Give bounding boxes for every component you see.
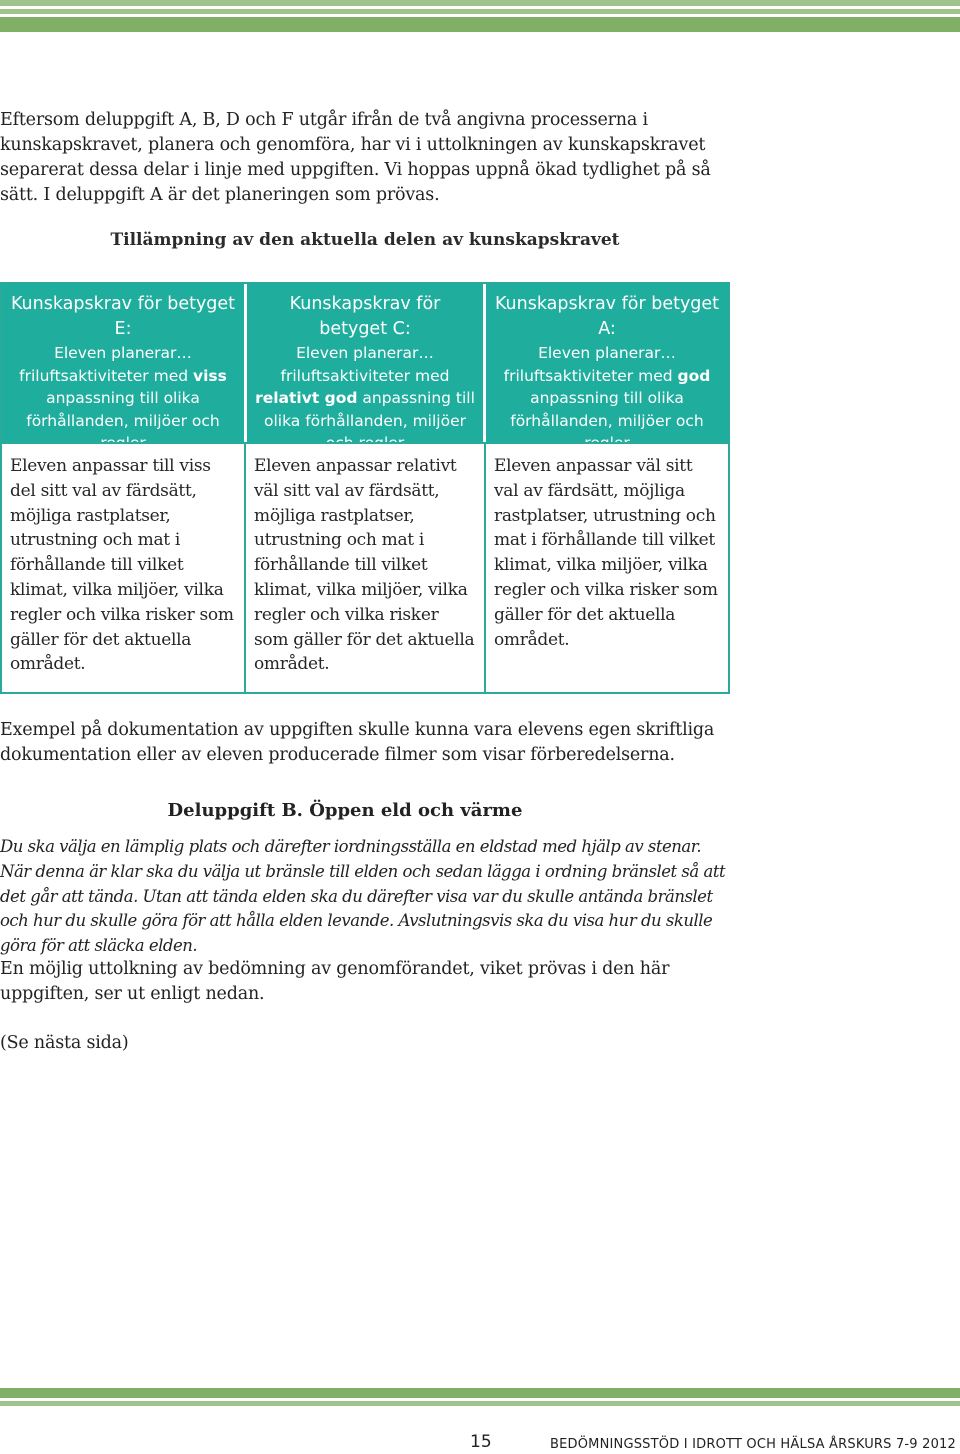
grade-c-heading: Kunskapskrav för betyget C: bbox=[289, 294, 441, 339]
next-page-note: (Se nästa sida) bbox=[0, 1033, 129, 1053]
grade-c-criteria: Eleven planerar…friluftsaktiviteter med relativt god anpassning till olika förhållanden, miljöer och regler bbox=[255, 344, 475, 452]
grade-c-emphasis: relativt god bbox=[255, 389, 358, 407]
example-paragraph: Exempel på dokumentation av uppgiften skulle kunna vara elevens egen skriftliga dokumentation eller av eleven producerade filmer som visar förberedelserna. bbox=[0, 720, 715, 765]
page-number: 15 bbox=[470, 1432, 492, 1452]
footer-title: BEDÖMNINGSSTÖD I IDROTT OCH HÄLSA ÅRSKURS 7-9 2012 bbox=[549, 1437, 956, 1452]
grade-criteria-table bbox=[0, 282, 730, 694]
subtask-heading: Deluppgift B. Öppen eld och värme bbox=[167, 800, 523, 821]
table-title: Tillämpning av den aktuella delen av kunskapskravet bbox=[110, 230, 620, 250]
task-description: Du ska välja en lämplig plats och därefter iordningsställa en eldstad med hjälp av stenar. När denna är klar ska du välja ut bränsle till elden och sedan lägga i ordning bränslet så att det går att tända. Utan att tända elden ska du därefter visa var du skulle antända bränslet och hur du skulle göra för att hålla elden levande. Avslutningsvis ska du visa hur du skulle göra för att släcka elden. bbox=[0, 837, 726, 956]
grade-e-criteria: Eleven planerar…friluftsaktiviteter med viss anpassning till olika förhållanden, miljöer och regler bbox=[19, 344, 227, 452]
grade-a-emphasis: god bbox=[677, 366, 711, 385]
interpretation-paragraph: En möjlig uttolkning av bedömning av genomförandet, viket prövas i den här uppgiften, ser ut enligt nedan. bbox=[0, 959, 670, 1004]
description-cell-grade-c: Eleven anpassar relativt väl sitt val av färdsätt, möjliga rastplatser, utrustning och mat i förhållande till vilket klimat, vilka miljöer, vilka regler och vilka risker som gäller för det aktuella området. bbox=[244, 442, 486, 694]
header-cell-grade-e bbox=[2, 284, 244, 452]
header-cell-grade-c bbox=[244, 284, 486, 452]
description-cell-grade-a: Eleven anpassar väl sitt val av färdsätt, möjliga rastplatser, utrustning och mat i förhållande till vilket klimat, vilka miljöer, vilka regler och vilka risker som gäller för det aktuella området. bbox=[486, 442, 728, 694]
header-cell-grade-a bbox=[486, 284, 728, 452]
description-cell-grade-e: Eleven anpassar till viss del sitt val av färdsätt, möjliga rastplatser, utrustning och mat i förhållande till vilket klimat, vilka miljöer, vilka regler och vilka risker som gäller för det aktuella området. bbox=[2, 442, 244, 694]
bottom-decorative-stripe bbox=[0, 1388, 960, 1412]
grade-e-heading: Kunskapskrav för betyget E: bbox=[10, 294, 236, 339]
grade-a-heading: Kunskapskrav för betyget A: bbox=[494, 294, 720, 339]
grade-e-emphasis: viss bbox=[193, 366, 227, 385]
grade-a-criteria: Eleven planerar…friluftsaktiviteter med god anpassning till olika förhållanden, miljöer och regler bbox=[503, 344, 711, 452]
top-decorative-stripe bbox=[0, 0, 960, 34]
intro-paragraph: Eftersom deluppgift A, B, D och F utgår ifrån de två angivna processerna i kunskapskravet, planera och genomföra, har vi i uttolkningen av kunskapskravet separerat dessa delar i linje med uppgiften. Vi hoppas uppnå ökad tydlighet på så sätt. I deluppgift A är det planeringen som prövas. bbox=[0, 110, 711, 205]
